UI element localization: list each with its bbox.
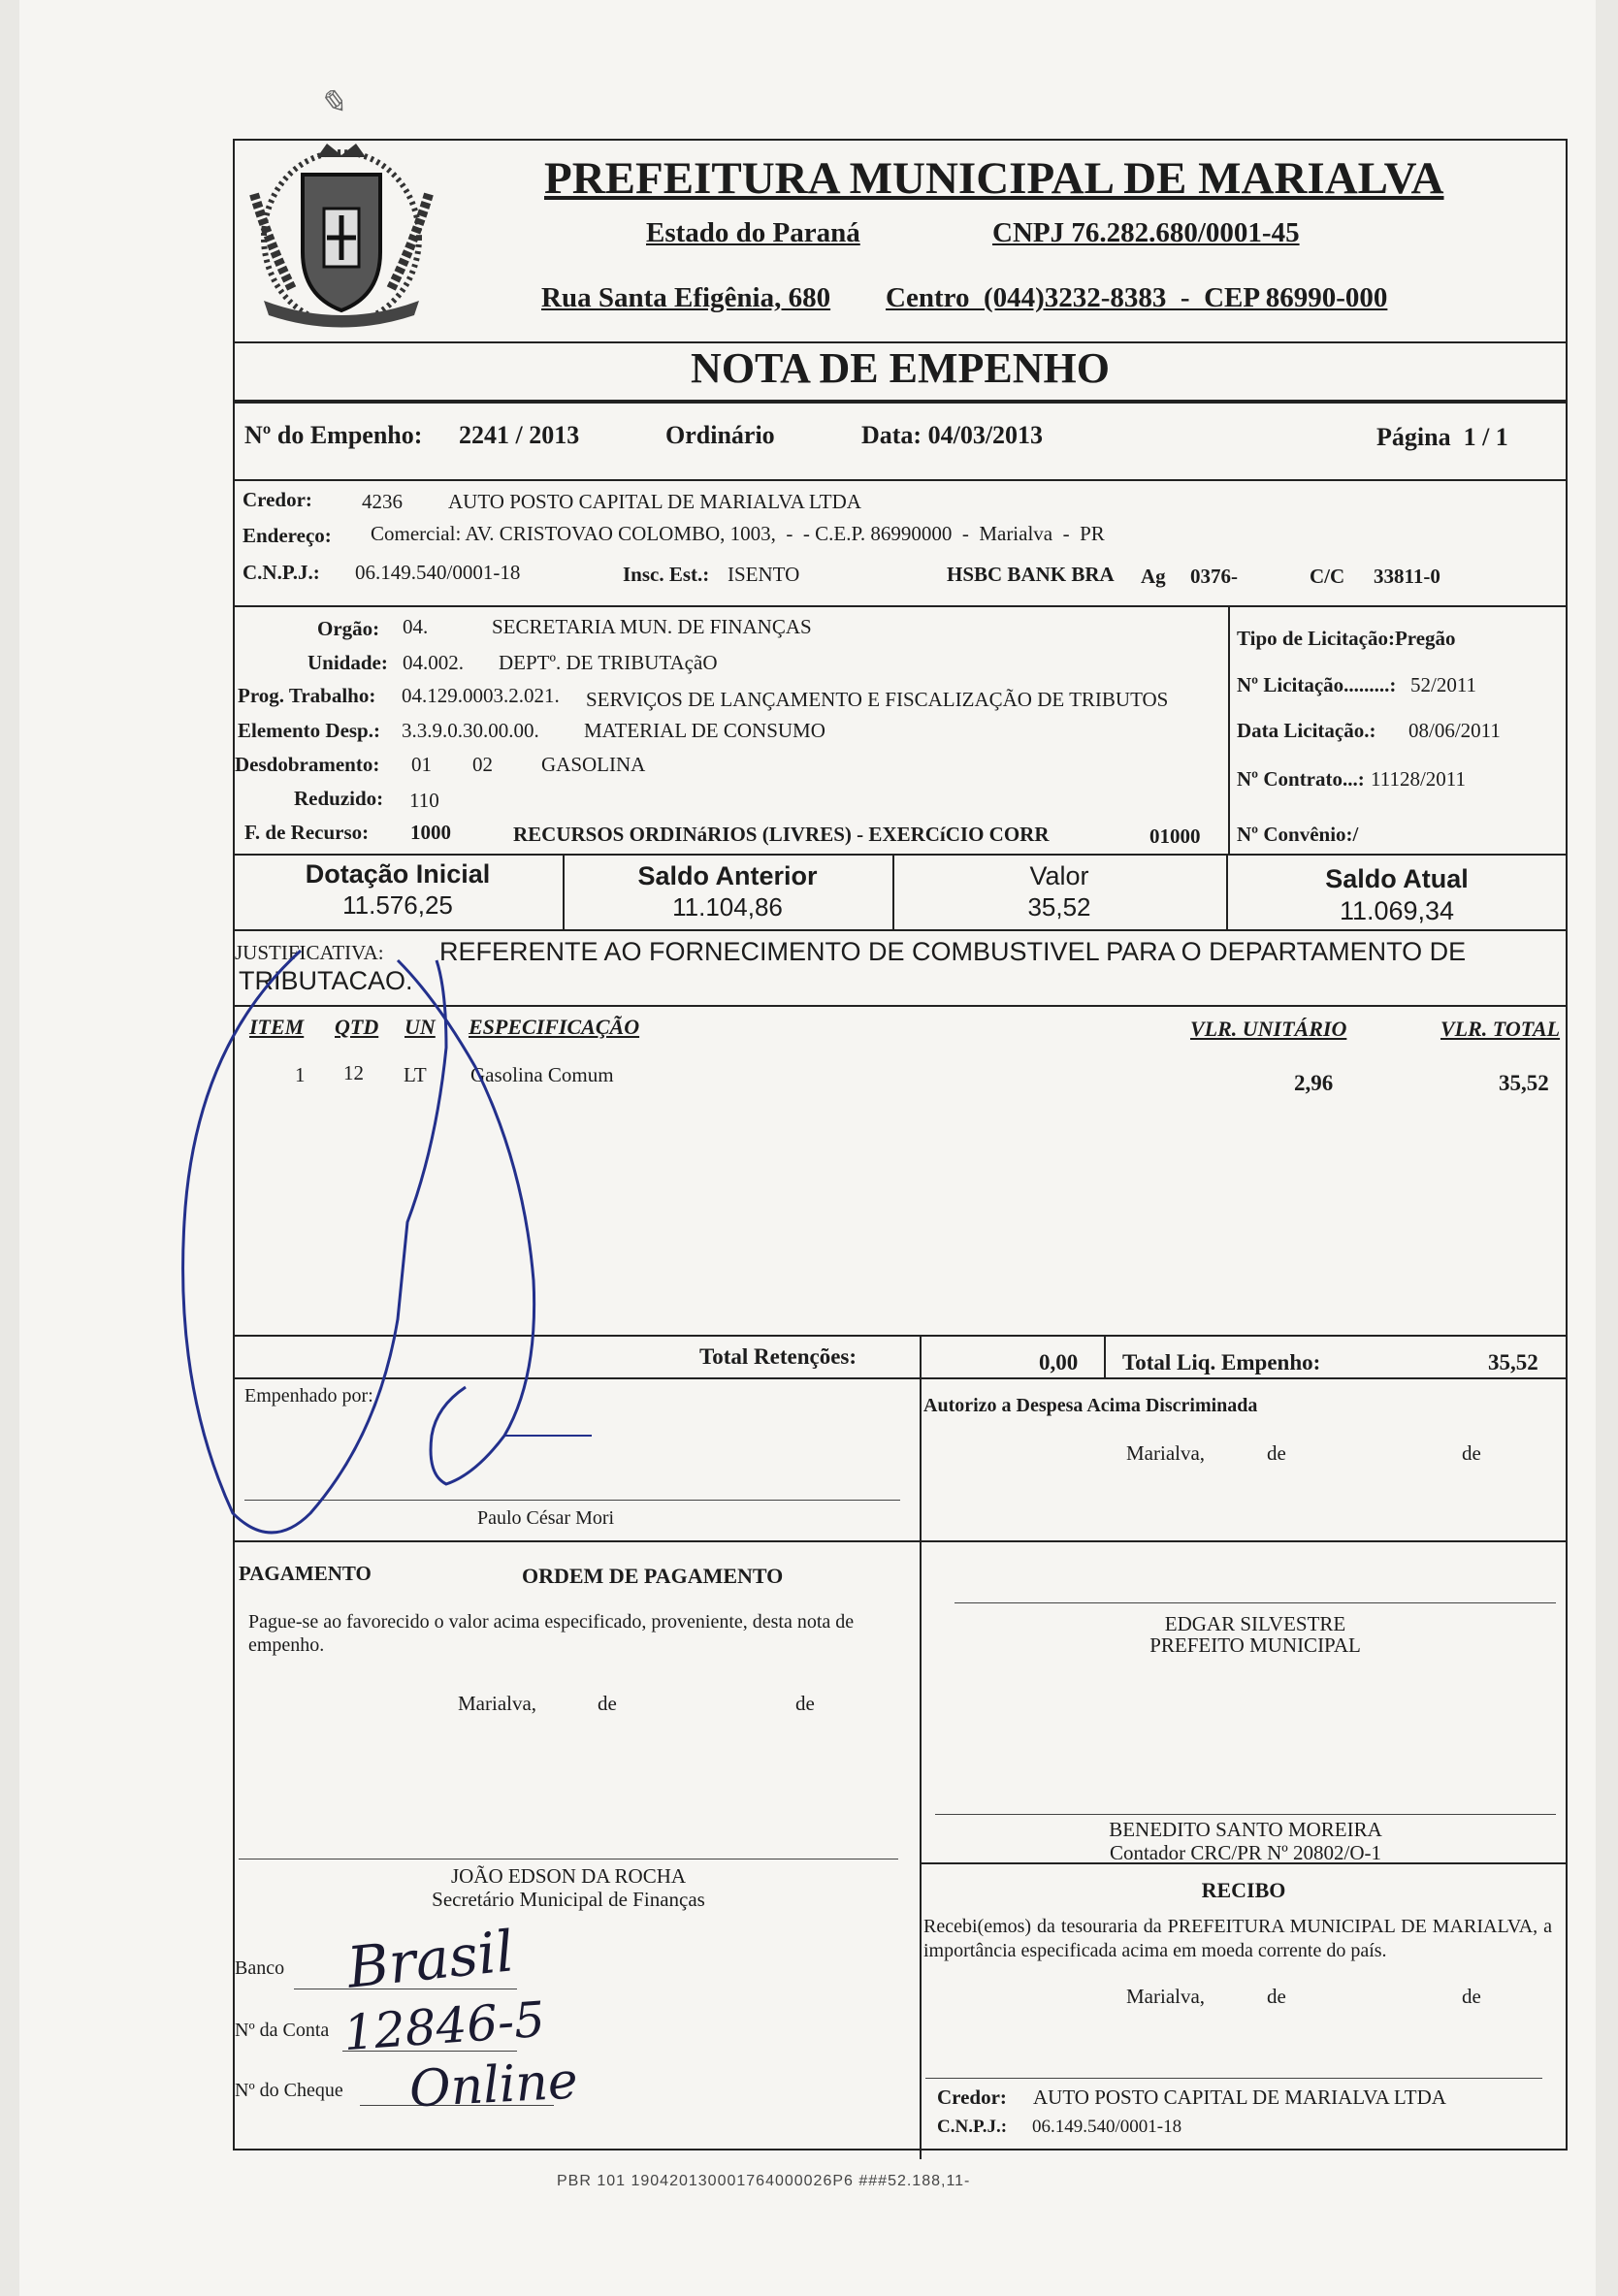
- recibo-cnpj-label: C.N.P.J.:: [937, 2117, 1008, 2137]
- state-label: Estado do Paraná: [646, 217, 860, 248]
- orgao-label: Orgão:: [317, 617, 380, 640]
- secretario-name: JOÃO EDSON DA ROCHA: [450, 1864, 687, 1888]
- reduzido-value: 110: [409, 789, 439, 812]
- pagamento-label: PAGAMENTO: [239, 1562, 372, 1585]
- credor-name: AUTO POSTO CAPITAL DE MARIALVA LTDA: [448, 490, 861, 513]
- desdob-name: GASOLINA: [541, 753, 646, 776]
- dotacao-label: Dotação Inicial: [305, 859, 491, 889]
- insc-value: ISENTO: [728, 563, 800, 586]
- reduzido-label: Reduzido:: [294, 787, 384, 810]
- desdob-a: 01: [411, 753, 432, 776]
- col-total: VLR. TOTAL: [1440, 1017, 1561, 1041]
- retencoes-value: 0,00: [1039, 1350, 1079, 1374]
- col-un: UN: [404, 1015, 436, 1039]
- autorizo-place: Marialva,: [1126, 1441, 1206, 1465]
- justificativa-label: JUSTIFICATIVA:: [235, 941, 384, 964]
- agency-label: Ag: [1141, 565, 1166, 588]
- handwritten-conta: 12846-5: [341, 1990, 547, 2062]
- row-spec: Gasolina Comum: [470, 1063, 614, 1086]
- row-un: LT: [404, 1063, 427, 1086]
- coat-of-arms-icon: [235, 136, 448, 330]
- contrato-label: Nº Contrato...:: [1237, 767, 1365, 791]
- valor-value: 35,52: [1027, 892, 1091, 922]
- recibo-de2: de: [1462, 1985, 1481, 2008]
- licitacao-data-label: Data Licitação.:: [1237, 719, 1376, 742]
- col-spec: ESPECIFICAÇÃO: [469, 1015, 640, 1039]
- empenho-number-label: Nº do Empenho:: [244, 421, 423, 449]
- saldo-anterior-label: Saldo Anterior: [637, 861, 818, 890]
- saldo-atual-value: 11.069,34: [1339, 896, 1455, 925]
- saldo-atual-label: Saldo Atual: [1325, 864, 1469, 893]
- address-contact: Centro (044)3232-8383 - CEP 86990-000: [886, 282, 1388, 313]
- prefeito-title: PREFEITO MUNICIPAL: [1149, 1633, 1361, 1657]
- recibo-credor-name: AUTO POSTO CAPITAL DE MARIALVA LTDA: [1033, 2086, 1446, 2109]
- elemento-name: MATERIAL DE CONSUMO: [584, 719, 825, 742]
- contrato-value: 11128/2011: [1371, 767, 1466, 791]
- col-qtd: QTD: [335, 1015, 379, 1039]
- address-label: Endereço:: [243, 524, 332, 547]
- col-item: ITEM: [249, 1015, 305, 1039]
- pagamento-de2: de: [795, 1692, 815, 1715]
- account-value: 33811-0: [1374, 565, 1440, 588]
- unidade-name: DEPTº. DE TRIBUTAçãO: [499, 651, 718, 674]
- retencoes-label: Total Retenções:: [699, 1344, 858, 1369]
- licitacao-numero: 52/2011: [1410, 673, 1477, 696]
- autorizo-de1: de: [1267, 1441, 1286, 1465]
- empenho-number: 2241 / 2013: [459, 421, 580, 449]
- saldo-anterior-value: 11.104,86: [672, 892, 783, 922]
- justificativa-text-line1: REFERENTE AO FORNECIMENTO DE COMBUSTIVEL PARA O DEPARTAMENTO DE: [439, 937, 1467, 966]
- recurso-name: RECURSOS ORDINáRIOS (LIVRES) - EXERCíCIO CORR: [513, 823, 1050, 846]
- unidade-label: Unidade:: [307, 651, 388, 674]
- bank-name: HSBC BANK BRA: [947, 563, 1115, 586]
- orgao-name: SECRETARIA MUN. DE FINANÇAS: [492, 615, 812, 638]
- document-page: [19, 0, 1596, 2296]
- recibo-cnpj: 06.149.540/0001-18: [1032, 2117, 1182, 2137]
- licitacao-tipo: Tipo de Licitação:Pregão: [1237, 627, 1456, 650]
- liquido-label: Total Liq. Empenho:: [1122, 1350, 1321, 1374]
- prog-code: 04.129.0003.2.021.: [402, 684, 560, 707]
- licitacao-data: 08/06/2011: [1408, 719, 1501, 742]
- desdob-b: 02: [472, 753, 493, 776]
- account-label: C/C: [1310, 565, 1345, 588]
- recibo-label: RECIBO: [1201, 1878, 1286, 1902]
- street-address: Rua Santa Efigênia, 680: [541, 282, 831, 313]
- recurso-number: 01000: [1149, 825, 1201, 848]
- orgao-code: 04.: [403, 615, 429, 638]
- recibo-place: Marialva,: [1126, 1985, 1206, 2008]
- prog-name: SERVIÇOS DE LANÇAMENTO E FISCALIZAÇÃO DE TRIBUTOS: [586, 688, 1169, 711]
- page-number: Página 1 / 1: [1376, 423, 1508, 451]
- document-title: NOTA DE EMPENHO: [691, 344, 1110, 392]
- col-unit-price: VLR. UNITÁRIO: [1190, 1017, 1347, 1041]
- pagamento-de1: de: [598, 1692, 617, 1715]
- pagamento-place: Marialva,: [458, 1692, 537, 1715]
- credor-cnpj: 06.149.540/0001-18: [355, 561, 521, 584]
- licitacao-numero-label: Nº Licitação.........:: [1237, 673, 1397, 696]
- prefeito-name: EDGAR SILVESTRE: [1164, 1612, 1346, 1635]
- credor-address: Comercial: AV. CRISTOVAO COLOMBO, 1003, - - C.E.P. 86990000 - Marialva - PR: [371, 522, 1105, 545]
- empenhado-name: Paulo César Mori: [477, 1507, 615, 1529]
- empenho-type: Ordinário: [665, 421, 775, 449]
- contador-name: BENEDITO SANTO MOREIRA: [1109, 1818, 1382, 1841]
- recibo-de1: de: [1267, 1985, 1286, 2008]
- signature-stroke: [155, 931, 660, 1552]
- recurso-code: 1000: [410, 821, 451, 844]
- elemento-label: Elemento Desp.:: [238, 719, 380, 742]
- ordem-label: ORDEM DE PAGAMENTO: [522, 1564, 784, 1588]
- handwritten-mark: ✎: [318, 85, 346, 121]
- cheque-label: Nº do Cheque: [235, 2080, 343, 2101]
- cnpj-header: CNPJ 76.282.680/0001-45: [992, 217, 1300, 248]
- autorizo-label: Autorizo a Despesa Acima Discriminada: [923, 1395, 1258, 1416]
- credor-label: Credor:: [243, 488, 312, 511]
- handwritten-banco: Brasil: [343, 1918, 517, 2001]
- row-total: 35,52: [1499, 1071, 1549, 1095]
- autorizo-de2: de: [1462, 1441, 1481, 1465]
- secretario-title: Secretário Municipal de Finanças: [432, 1888, 705, 1911]
- recurso-label: F. de Recurso:: [244, 821, 370, 844]
- elemento-code: 3.3.9.0.30.00.00.: [402, 719, 539, 742]
- recibo-text: Recebi(emos) da tesouraria da PREFEITURA MUNICIPAL DE MARIALVA, a importância especificada acima em moeda corrente do país.: [923, 1916, 1552, 1961]
- conta-label: Nº da Conta: [235, 2020, 330, 2041]
- pague-text: Pague-se ao favorecido o valor acima especificado, proveniente, desta nota de empenho.: [248, 1611, 855, 1656]
- convenio-label: Nº Convênio:/: [1237, 823, 1359, 846]
- row-unit-price: 2,96: [1294, 1071, 1334, 1095]
- unidade-code: 04.002.: [403, 651, 464, 674]
- justificativa-text-line2: TRIBUTACAO.: [239, 966, 413, 995]
- agency-value: 0376-: [1190, 565, 1238, 588]
- footer-code: PBR 101 190420130001764000026P6 ###52.188,11-: [557, 2173, 971, 2189]
- prog-label: Prog. Trabalho:: [238, 684, 376, 707]
- liquido-value: 35,52: [1488, 1350, 1538, 1374]
- credor-cnpj-label: C.N.P.J.:: [243, 561, 320, 584]
- handwritten-cheque: Online: [407, 2052, 580, 2119]
- empenhado-label: Empenhado por:: [244, 1385, 373, 1407]
- row-item: 1: [295, 1063, 306, 1086]
- empenho-date: Data: 04/03/2013: [861, 421, 1044, 449]
- dotacao-value: 11.576,25: [342, 890, 453, 920]
- valor-label: Valor: [1029, 861, 1089, 890]
- recibo-credor-label: Credor:: [937, 2086, 1007, 2109]
- credor-code: 4236: [362, 490, 403, 513]
- insc-label: Insc. Est.:: [623, 563, 710, 586]
- row-qtd: 12: [343, 1061, 364, 1084]
- desdob-label: Desdobramento:: [235, 753, 380, 776]
- contador-title: Contador CRC/PR Nº 20802/O-1: [1109, 1841, 1382, 1864]
- banco-label: Banco: [235, 1957, 285, 1979]
- page-title: PREFEITURA MUNICIPAL DE MARIALVA: [544, 153, 1444, 204]
